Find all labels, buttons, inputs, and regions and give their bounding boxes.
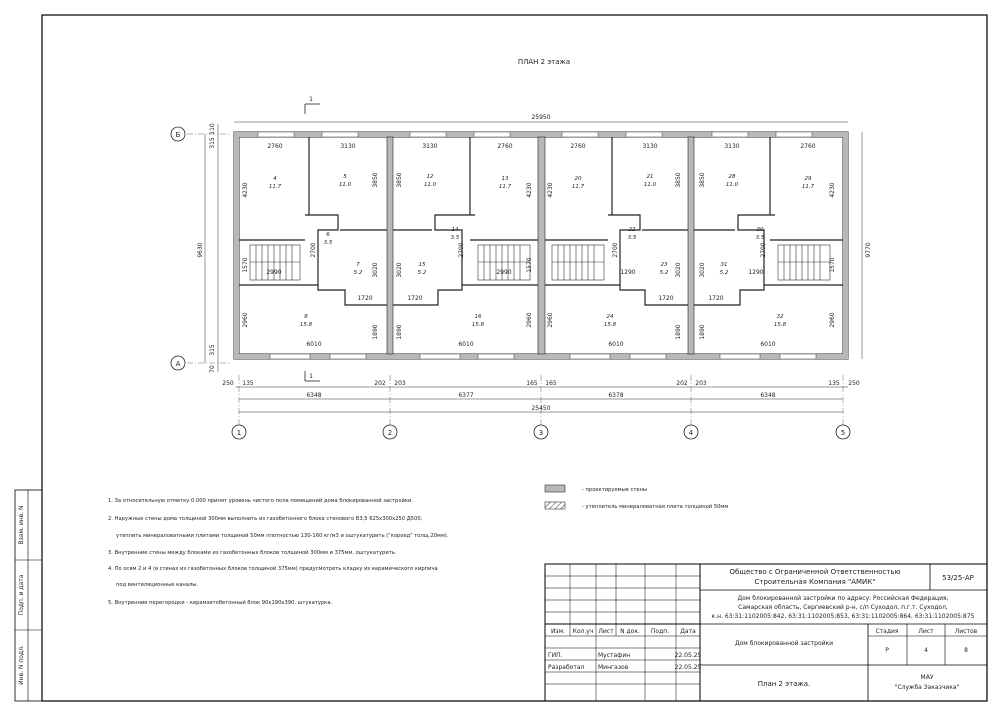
axis-label-b: Б bbox=[175, 131, 181, 139]
svg-text:6378: 6378 bbox=[608, 392, 624, 399]
svg-text:3850: 3850 bbox=[675, 172, 682, 188]
svg-text:6348: 6348 bbox=[306, 392, 322, 399]
svg-text:1570: 1570 bbox=[242, 257, 249, 273]
svg-text:Разработал: Разработал bbox=[548, 664, 585, 671]
svg-text:2760: 2760 bbox=[497, 143, 513, 150]
svg-text:3850: 3850 bbox=[699, 172, 706, 188]
svg-text:3. Внутренние стены между блок: 3. Внутренние стены между блоками из газобетонных блоков толщиной 300мм и 375мм, оштукатурить. bbox=[108, 550, 397, 556]
svg-text:Дом блокированной застройки: Дом блокированной застройки bbox=[734, 640, 834, 647]
svg-text:22.05.25: 22.05.25 bbox=[674, 652, 702, 659]
title-block-text bbox=[548, 568, 978, 691]
party-wall-4 bbox=[688, 137, 694, 354]
svg-text:8: 8 bbox=[964, 647, 968, 654]
svg-text:Инв. N подл.: Инв. N подл. bbox=[18, 645, 25, 685]
svg-text:Мингазов: Мингазов bbox=[598, 664, 629, 671]
wall-right bbox=[843, 132, 848, 359]
svg-text:5.2: 5.2 bbox=[417, 270, 427, 276]
svg-text:3020: 3020 bbox=[372, 262, 379, 278]
legend-walls: - проектируемые стены bbox=[582, 487, 648, 493]
dim-left-overall: 9630 bbox=[197, 242, 204, 258]
svg-text:2700: 2700 bbox=[760, 242, 767, 258]
legend-wall-swatch bbox=[545, 485, 565, 492]
svg-text:28: 28 bbox=[728, 174, 736, 180]
svg-text:165: 165 bbox=[545, 380, 557, 387]
svg-text:31: 31 bbox=[720, 262, 728, 268]
svg-text:2960: 2960 bbox=[242, 312, 249, 328]
svg-text:23: 23 bbox=[660, 262, 668, 268]
svg-text:3130: 3130 bbox=[422, 143, 438, 150]
svg-text:32: 32 bbox=[776, 314, 784, 320]
svg-text:Общество с Ограниченной Ответс: Общество с Ограниченной Ответственностью bbox=[729, 568, 901, 576]
axis-label-a: А bbox=[175, 360, 181, 368]
svg-text:22.05.25: 22.05.25 bbox=[674, 664, 702, 671]
svg-text:135: 135 bbox=[242, 380, 254, 387]
svg-text:110: 110 bbox=[209, 123, 216, 135]
section-mark-bottom: 1 bbox=[309, 373, 313, 380]
svg-text:202: 202 bbox=[676, 380, 688, 387]
svg-text:2760: 2760 bbox=[800, 143, 816, 150]
svg-text:3020: 3020 bbox=[396, 262, 403, 278]
dim-overall-top: 25950 bbox=[531, 114, 551, 121]
svg-text:4230: 4230 bbox=[242, 182, 249, 198]
axis-label-3: 3 bbox=[538, 429, 544, 437]
svg-text:315: 315 bbox=[209, 137, 216, 149]
svg-text:2960: 2960 bbox=[829, 312, 836, 328]
svg-text:3130: 3130 bbox=[340, 143, 356, 150]
svg-text:2990: 2990 bbox=[496, 269, 512, 276]
svg-text:11.7: 11.7 bbox=[801, 184, 815, 190]
svg-text:165: 165 bbox=[526, 380, 538, 387]
svg-text:1570: 1570 bbox=[829, 257, 836, 273]
svg-text:15.8: 15.8 bbox=[603, 322, 617, 328]
svg-text:2960: 2960 bbox=[526, 312, 533, 328]
svg-text:Кол.уч: Кол.уч bbox=[572, 628, 594, 635]
svg-text:Мустафин: Мустафин bbox=[598, 652, 631, 659]
axis-markers bbox=[171, 127, 850, 439]
svg-text:Взам. инв. N: Взам. инв. N bbox=[18, 505, 25, 545]
svg-text:4: 4 bbox=[924, 647, 928, 654]
svg-text:Изм.: Изм. bbox=[550, 628, 566, 635]
svg-text:4230: 4230 bbox=[829, 182, 836, 198]
svg-text:11.0: 11.0 bbox=[643, 182, 657, 188]
svg-text:13: 13 bbox=[501, 176, 509, 182]
svg-text:16: 16 bbox=[474, 314, 482, 320]
svg-text:1890: 1890 bbox=[675, 324, 682, 340]
plan-title: ПЛАН 2 этажа bbox=[517, 58, 571, 66]
svg-text:1890: 1890 bbox=[396, 324, 403, 340]
svg-text:11.0: 11.0 bbox=[725, 182, 739, 188]
svg-text:Стадия: Стадия bbox=[875, 628, 899, 635]
svg-text:2960: 2960 bbox=[547, 312, 554, 328]
svg-text:3850: 3850 bbox=[372, 172, 379, 188]
svg-text:11.7: 11.7 bbox=[571, 184, 585, 190]
svg-text:15.8: 15.8 bbox=[299, 322, 313, 328]
axis-label-4: 4 bbox=[688, 429, 694, 437]
legend-insulation: - утеплитель минераловатная плита толщиной 50мм bbox=[582, 504, 729, 510]
svg-text:15.8: 15.8 bbox=[471, 322, 485, 328]
svg-text:2700: 2700 bbox=[310, 242, 317, 258]
svg-text:70: 70 bbox=[209, 365, 216, 373]
svg-text:1720: 1720 bbox=[357, 295, 373, 302]
svg-text:3850: 3850 bbox=[396, 172, 403, 188]
svg-text:3.5: 3.5 bbox=[323, 240, 333, 246]
party-wall-2 bbox=[387, 137, 393, 354]
svg-text:Подп. и дата: Подп. и дата bbox=[18, 574, 25, 616]
svg-text:3020: 3020 bbox=[675, 262, 682, 278]
svg-text:5.2: 5.2 bbox=[353, 270, 363, 276]
svg-text:3.5: 3.5 bbox=[755, 235, 765, 241]
wall-left bbox=[234, 132, 239, 359]
svg-text:N док.: N док. bbox=[620, 628, 640, 635]
svg-text:1890: 1890 bbox=[372, 324, 379, 340]
svg-text:Дата: Дата bbox=[680, 628, 696, 635]
legend-insulation-swatch bbox=[545, 502, 565, 509]
svg-text:1720: 1720 bbox=[708, 295, 724, 302]
svg-text:2760: 2760 bbox=[570, 143, 586, 150]
svg-text:ГИП.: ГИП. bbox=[548, 652, 563, 659]
svg-text:250: 250 bbox=[222, 380, 234, 387]
svg-text:4230: 4230 bbox=[547, 182, 554, 198]
svg-text:6010: 6010 bbox=[458, 341, 474, 348]
svg-text:11.7: 11.7 bbox=[498, 184, 512, 190]
svg-text:Лист: Лист bbox=[598, 628, 614, 635]
svg-text:20: 20 bbox=[574, 176, 582, 182]
svg-text:6: 6 bbox=[326, 232, 330, 238]
dim-right-overall: 9770 bbox=[865, 242, 872, 258]
svg-text:5. Внутренние перегородки - ке: 5. Внутренние перегородки - керамзитобетонный блок 90х190х390, штукатурка. bbox=[108, 600, 333, 606]
svg-text:11.7: 11.7 bbox=[268, 184, 282, 190]
svg-text:1720: 1720 bbox=[658, 295, 674, 302]
svg-text:3.5: 3.5 bbox=[627, 235, 637, 241]
svg-text:11.0: 11.0 bbox=[338, 182, 352, 188]
svg-text:6348: 6348 bbox=[760, 392, 776, 399]
svg-text:203: 203 bbox=[695, 380, 707, 387]
svg-text:Подп.: Подп. bbox=[650, 628, 670, 635]
legend bbox=[545, 485, 728, 510]
svg-text:7: 7 bbox=[356, 262, 360, 268]
svg-text:1290: 1290 bbox=[620, 269, 636, 276]
svg-text:Самарская область, Сергиевский: Самарская область, Сергиевский р-н, с/п Суходол, п.г.т. Суходол, bbox=[738, 604, 948, 611]
svg-text:утеплить минераловатными плита: утеплить минераловатными плитами толщиной 50мм плотностью 130-160 кг/м3 и оштукатурить ("короед" толщ.20мм). bbox=[116, 533, 449, 539]
svg-text:53/25-АР: 53/25-АР bbox=[942, 574, 974, 582]
svg-text:203: 203 bbox=[394, 380, 406, 387]
svg-text:12: 12 bbox=[426, 174, 434, 180]
svg-text:6010: 6010 bbox=[306, 341, 322, 348]
party-wall-3 bbox=[538, 137, 545, 354]
svg-text:2. Наружные стены дома толщино: 2. Наружные стены дома толщиной 300мм выполнить из газобетонного блока стенового В3,5 625х300х250 Д500, bbox=[108, 516, 423, 522]
edge-dims bbox=[209, 123, 216, 373]
svg-text:4. По осям 2 и 4 (в стенах из: 4. По осям 2 и 4 (в стенах из газобетонных блоков толщиной 375мм) предусмотреть кладку из керамического кирпича bbox=[108, 566, 438, 572]
svg-text:135: 135 bbox=[828, 380, 840, 387]
svg-text:под вентиляционные каналы.: под вентиляционные каналы. bbox=[116, 582, 199, 588]
svg-text:1890: 1890 bbox=[699, 324, 706, 340]
svg-text:1720: 1720 bbox=[407, 295, 423, 302]
svg-text:24: 24 bbox=[606, 314, 614, 320]
svg-text:МАУ: МАУ bbox=[920, 674, 934, 681]
svg-text:к.н. 63:31:1102005:842, 63:31:: к.н. 63:31:1102005:842, 63:31:1102005:853, 63:31:1102005:864, 63:31:1102005:875 bbox=[711, 613, 975, 620]
svg-text:2760: 2760 bbox=[267, 143, 283, 150]
svg-text:5.2: 5.2 bbox=[659, 270, 669, 276]
svg-text:6377: 6377 bbox=[458, 392, 474, 399]
svg-text:14: 14 bbox=[451, 227, 459, 233]
axis-label-2: 2 bbox=[387, 429, 393, 437]
svg-text:2700: 2700 bbox=[458, 242, 465, 258]
svg-text:2990: 2990 bbox=[266, 269, 282, 276]
svg-text:Строительная Компания "АМИК": Строительная Компания "АМИК" bbox=[754, 578, 876, 586]
svg-text:202: 202 bbox=[374, 380, 386, 387]
svg-text:315: 315 bbox=[209, 344, 216, 356]
dim-overall-bottom: 25450 bbox=[531, 405, 551, 412]
svg-text:1570: 1570 bbox=[526, 257, 533, 273]
general-notes bbox=[108, 497, 449, 606]
svg-text:План 2 этажа.: План 2 этажа. bbox=[757, 680, 811, 688]
svg-text:6010: 6010 bbox=[760, 341, 776, 348]
axis-label-5: 5 bbox=[840, 429, 846, 437]
svg-text:1290: 1290 bbox=[748, 269, 764, 276]
svg-text:15: 15 bbox=[418, 262, 426, 268]
svg-text:3130: 3130 bbox=[642, 143, 658, 150]
svg-text:22: 22 bbox=[628, 227, 636, 233]
svg-text:3.5: 3.5 bbox=[450, 235, 460, 241]
svg-text:4230: 4230 bbox=[526, 182, 533, 198]
svg-text:2700: 2700 bbox=[612, 242, 619, 258]
svg-text:5.2: 5.2 bbox=[719, 270, 729, 276]
svg-text:11.0: 11.0 bbox=[423, 182, 437, 188]
section-mark-top: 1 bbox=[309, 96, 313, 103]
svg-text:8: 8 bbox=[304, 314, 308, 320]
svg-text:3130: 3130 bbox=[724, 143, 740, 150]
svg-text:29: 29 bbox=[804, 176, 812, 182]
svg-text:30: 30 bbox=[756, 227, 764, 233]
svg-text:5: 5 bbox=[343, 174, 347, 180]
svg-text:4: 4 bbox=[273, 176, 277, 182]
svg-text:Р: Р bbox=[885, 647, 889, 654]
svg-text:250: 250 bbox=[848, 380, 860, 387]
svg-text:Листов: Листов bbox=[954, 628, 978, 635]
svg-text:1. За относительную отметку 0.: 1. За относительную отметку 0.000 принят уровень чистого пола помещений дома блокированной застройки. bbox=[108, 498, 414, 504]
side-stamp bbox=[15, 490, 42, 701]
svg-text:3020: 3020 bbox=[699, 262, 706, 278]
svg-text:"Служба Заказчика": "Служба Заказчика" bbox=[894, 684, 960, 691]
svg-text:Дом блокированной застройки по: Дом блокированной застройки по адресу: Российская Федерация, bbox=[737, 595, 949, 602]
svg-text:15.8: 15.8 bbox=[773, 322, 787, 328]
svg-text:21: 21 bbox=[646, 174, 654, 180]
svg-text:Лист: Лист bbox=[918, 628, 934, 635]
svg-text:6010: 6010 bbox=[608, 341, 624, 348]
axis-label-1: 1 bbox=[236, 429, 242, 437]
